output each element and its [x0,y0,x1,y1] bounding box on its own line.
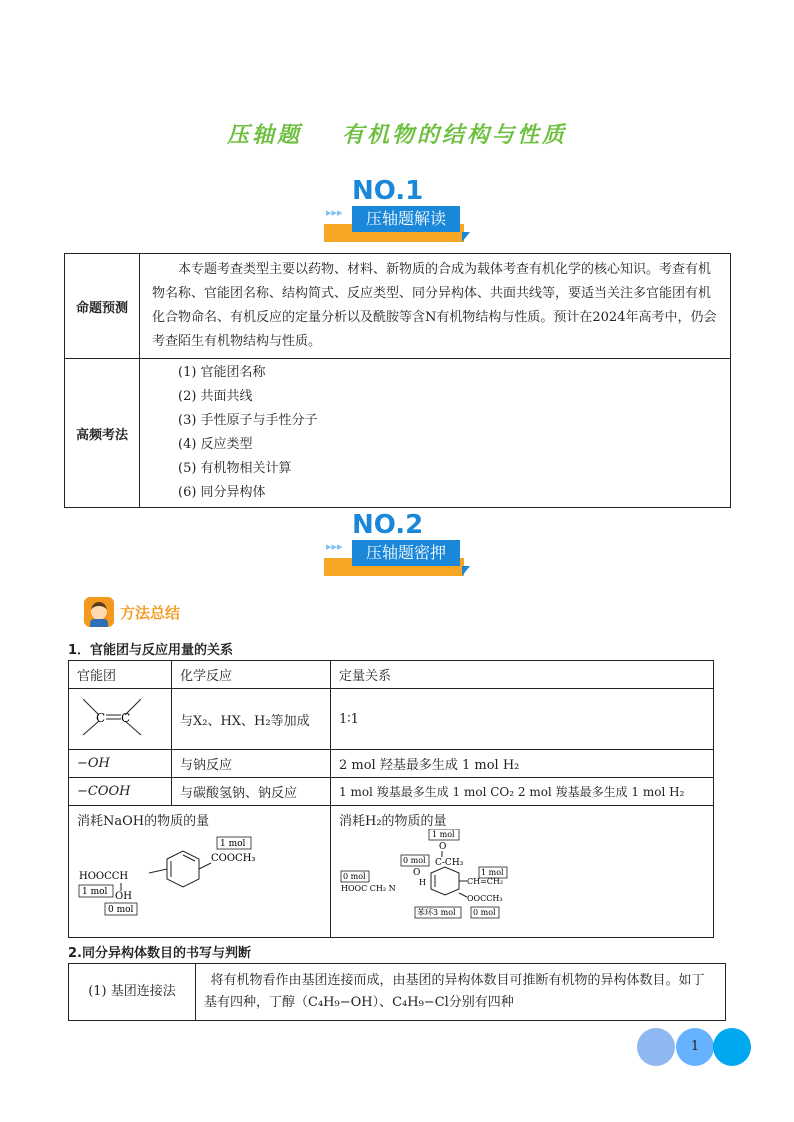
o-label: O [413,868,421,878]
mol-tag: 1 mol [220,839,246,849]
mol-tag: 0 mol [343,872,366,881]
mol-tag: 苯环3 mol [417,908,456,917]
section1-number: NO.1 [352,176,424,206]
h2-structure-diagram [339,829,539,929]
section1-banner: 压轴题解读 [352,206,460,232]
arrow-decoration-icon: ▸▸▸ [326,540,343,553]
section2-banner: 压轴题密押 [352,540,460,566]
prediction-paragraph: 本专题考查类型主要以药物、材料、新物质的合成为载体考查有机化学的核心知识。考查有机物名称、官能团名称、结构简式、反应类型、同分异构体、共面共线等，要适当关注多官能团有机化合物命名、有机反应的定量分析以及酰胺等含N有机物结构与性质。预计在2024年高考中，仍会考查陌生有机物结构与性质。 [152,262,717,349]
row-head-frequent: 高频考法 [65,359,140,508]
page-circle-decoration [637,1028,675,1066]
list-item: (2) 共面共线 [178,389,253,404]
table-header-row [69,661,714,689]
group-cell: −OH [69,750,172,778]
exam-overview-table [64,253,731,508]
naoh-structure-diagram [77,829,277,925]
mol-tag: 0 mol [473,908,496,917]
frequent-list [140,359,731,508]
alkene-structure [69,689,172,750]
naoh-cell [69,806,331,938]
title-part2: 有机物的结构与性质 [342,122,568,148]
method-summary-label: 方法总结 [120,604,181,622]
naoh-label: 消耗NaOH的物质的量 [77,814,210,829]
oocch3-label: OOCCH₃ [467,894,503,903]
reaction-cell: 与碳酸氢钠、钠反应 [172,778,331,806]
banner-fold-icon [462,566,470,576]
page-number: 1 [676,1028,714,1066]
hooc-label: HOOC CH₂ N [341,884,396,893]
alkene-diagram [77,693,147,741]
row-head-prediction: 命题预测 [65,254,140,359]
mol-tag: 0 mol [403,856,426,865]
title-part1: 压轴题 [226,122,302,148]
h2-label: 消耗H₂的物质的量 [339,814,447,829]
page-title [0,118,794,149]
list-item: (3) 手性原子与手性分子 [178,413,318,428]
table-row [69,806,714,938]
col-header: 定量关系 [331,661,714,689]
chch2-label: CH=CH₂ [467,877,504,886]
functional-group-table [68,660,714,938]
prediction-text [140,254,731,359]
h-label: H [419,878,426,887]
list-item: (1) 官能团名称 [178,365,266,380]
table-row [69,750,714,778]
table-row [69,778,714,806]
svg-text:C: C [121,711,131,725]
hooccch-label: HOOCCH [79,871,129,882]
quant-cell: 1∶1 [331,689,714,750]
list-item: (4) 反应类型 [178,437,253,452]
reaction-cell: 与钠反应 [172,750,331,778]
col-header: 官能团 [69,661,172,689]
section2-number: NO.2 [352,510,424,540]
heading-isomers: 2.同分异构体数目的书写与判断 [68,946,251,961]
mol-tag: 0 mol [108,905,134,915]
svg-text:C: C [96,711,106,725]
reaction-cell: 与X₂、HX、H₂等加成 [172,689,331,750]
table-row [65,254,731,359]
banner-fold-icon [462,232,470,242]
arrow-decoration-icon: ▸▸▸ [326,206,343,219]
quant-cell: 2 mol 羟基最多生成 1 mol H₂ [331,750,714,778]
teacher-avatar-icon [84,597,114,627]
group-cell: −COOH [69,778,172,806]
page-circle-decoration [713,1028,751,1066]
method-head: (1) 基团连接法 [69,964,196,1021]
mol-tag: 1 mol [82,887,108,897]
isomer-method-table [68,963,726,1021]
quant-cell: 1 mol 羧基最多生成 1 mol CO₂ 2 mol 羧基最多生成 1 mol H₂ [331,778,714,806]
h2-cell [331,806,714,938]
oh-label: OH [115,891,132,902]
list-item: (5) 有机物相关计算 [178,461,292,476]
method-text: 将有机物看作由基团连接而成，由基团的异构体数目可推断有机物的异构体数目。如丁基有四种，丁醇（C₄H₉−OH）、C₄H₉−Cl分别有四种 [196,964,726,1021]
ch3-label: C-CH₃ [435,858,464,868]
cooch3-label: COOCH₃ [211,853,256,864]
heading-functional-groups: 1．官能团与反应用量的关系 [68,643,234,658]
mol-tag: 1 mol [481,868,504,877]
table-row [65,359,731,508]
table-row [69,689,714,750]
table-row [69,964,726,1021]
col-header: 化学反应 [172,661,331,689]
o-label: O [439,842,447,852]
list-item: (6) 同分异构体 [178,485,266,500]
mol-tag: 1 mol [432,830,455,839]
